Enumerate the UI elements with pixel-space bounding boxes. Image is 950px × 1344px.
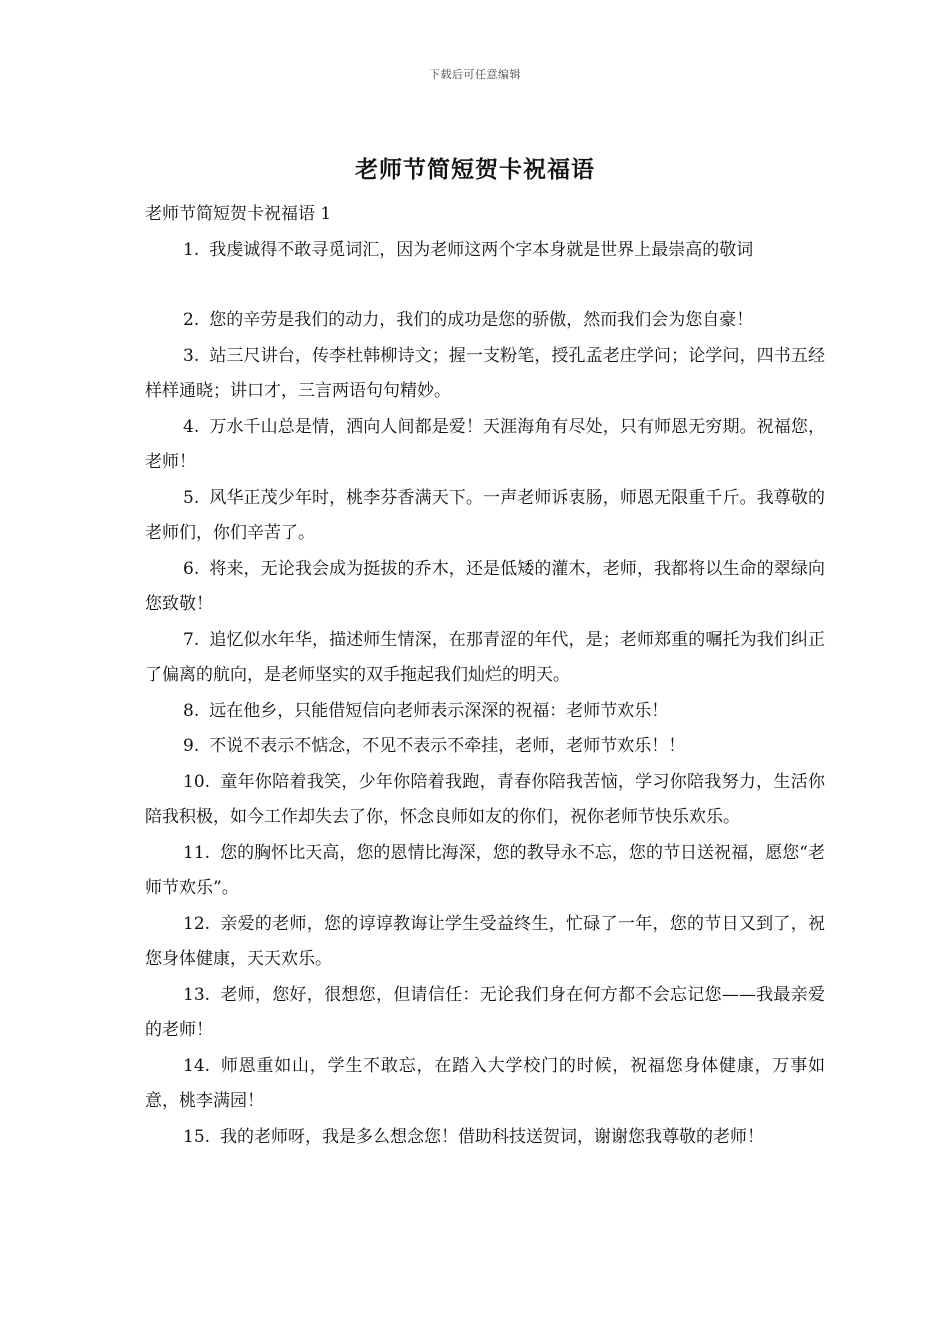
item-number: 15. <box>183 1126 211 1147</box>
list-item <box>145 410 825 481</box>
list-item <box>145 552 825 623</box>
header-note: 下载后可任意编辑 <box>429 68 521 81</box>
item-text: 您的胸怀比天高，您的恩情比海深，您的教导永不忘，您的节日送祝福，愿您“老师节欢乐”。 <box>145 842 825 898</box>
list-item <box>145 1120 825 1156</box>
item-number: 7. <box>183 629 200 650</box>
item-number: 5. <box>183 487 200 508</box>
list-item <box>145 729 825 765</box>
document-body <box>145 197 825 1155</box>
item-number: 3. <box>183 345 200 366</box>
item-text: 老师，您好，很想您，但请信任：无论我们身在何方都不会忘记您——我最亲爱的老师！ <box>145 984 825 1040</box>
list-item <box>145 339 825 410</box>
list-item <box>145 233 825 269</box>
item-text: 您的辛劳是我们的动力，我们的成功是您的骄傲，然而我们会为您自豪！ <box>209 310 754 330</box>
item-text: 童年你陪着我笑，少年你陪着我跑，青春你陪我苦恼，学习你陪我努力，生活你陪我积极，如今工作却失去了你，怀念良师如友的你们，祝你老师节快乐欢乐。 <box>145 771 825 827</box>
list-item <box>145 481 825 552</box>
item-text: 不说不表示不惦念，不见不表示不牵挂，老师，老师节欢乐！！ <box>209 736 686 756</box>
list-item <box>145 978 825 1049</box>
item-number: 8. <box>183 700 200 721</box>
section-subtitle: 老师节简短贺卡祝福语 1 <box>145 204 332 224</box>
list-item <box>145 836 825 907</box>
item-number: 13. <box>183 984 211 1005</box>
item-text: 追忆似水年华，描述师生情深，在那青涩的年代，是；老师郑重的嘱托为我们纠正了偏离的航向，是老师坚实的双手拖起我们灿烂的明天。 <box>145 629 825 685</box>
item-text: 亲爱的老师，您的谆谆教诲让学生受益终生，忙碌了一年，您的节日又到了，祝您身体健康，天天欢乐。 <box>145 913 825 969</box>
item-number: 9. <box>183 736 200 756</box>
item-number: 14. <box>183 1055 211 1076</box>
item-text: 站三尺讲台，传李杜韩柳诗文；握一支粉笔，授孔孟老庄学问；论学问，四书五经样样通晓；讲口才，三言两语句句精妙。 <box>145 345 825 401</box>
list-item <box>145 623 825 694</box>
item-text: 我的老师呀，我是多么想念您！借助科技送贺词，谢谢您我尊敬的老师！ <box>220 1126 765 1147</box>
item-number: 6. <box>183 558 200 579</box>
item-number: 4. <box>183 416 200 437</box>
item-text: 万水千山总是情，洒向人间都是爱！天涯海角有尽处，只有师恩无穷期。祝福您，老师！ <box>145 416 825 472</box>
item-text: 将来，无论我会成为挺拔的乔木，还是低矮的灌木，老师，我都将以生命的翠绿向您致敬！ <box>145 558 825 614</box>
list-item <box>145 765 825 836</box>
list-item <box>145 694 825 730</box>
item-text: 远在他乡，只能借短信向老师表示深深的祝福：老师节欢乐！ <box>209 700 669 721</box>
item-number: 12. <box>183 913 211 934</box>
list-item <box>145 1049 825 1120</box>
item-text: 我虔诚得不敢寻觅词汇，因为老师这两个字本身就是世界上最崇高的敬词 <box>209 239 754 260</box>
item-number: 11. <box>183 842 211 863</box>
item-text: 风华正茂少年时，桃李芬香满天下。一声老师诉衷肠，师恩无限重千斤。我尊敬的老师们，你们辛苦了。 <box>145 487 825 543</box>
list-item <box>145 907 825 978</box>
item-text: 师恩重如山，学生不敢忘，在踏入大学校门的时候，祝福您身体健康，万事如意，桃李满园！ <box>145 1055 825 1111</box>
item-number: 2. <box>183 310 200 330</box>
page-title: 老师节简短贺卡祝福语 <box>355 156 595 183</box>
list-item <box>145 303 825 339</box>
item-number: 1. <box>183 239 200 260</box>
item-number: 10. <box>183 771 211 792</box>
